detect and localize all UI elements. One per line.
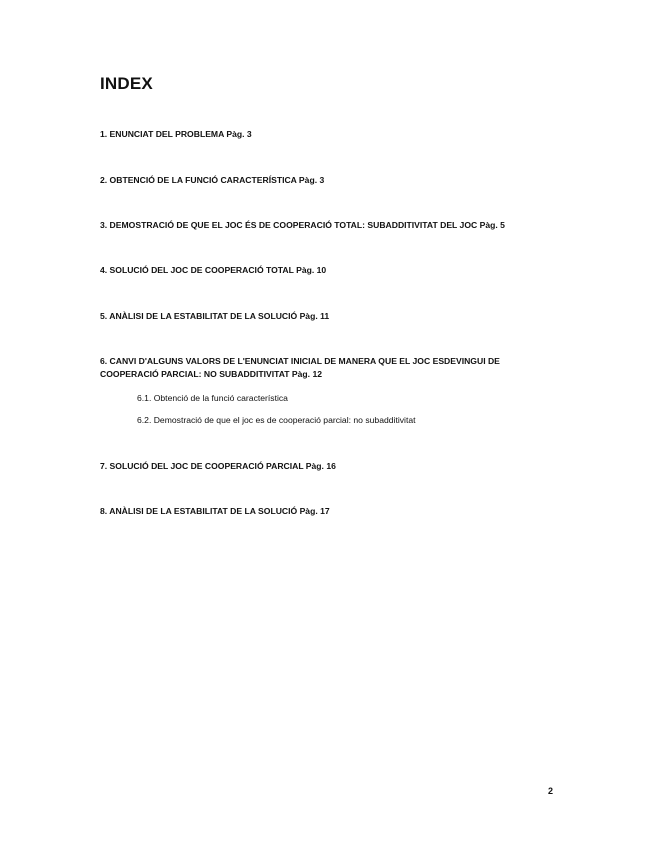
toc-subentry-6-2: 6.2. Demostració de que el joc es de cooperació parcial: no subadditivitat	[137, 415, 416, 425]
toc-entry-1: 1. ENUNCIAT DEL PROBLEMA Pàg. 3	[100, 129, 252, 139]
toc-entry-3: 3. DEMOSTRACIÓ DE QUE EL JOC ÉS DE COOPERACIÓ TOTAL: SUBADDITIVITAT DEL JOC Pàg. 5	[100, 220, 505, 230]
page-number: 2	[548, 786, 554, 796]
toc-entry-7: 7. SOLUCIÓ DEL JOC DE COOPERACIÓ PARCIAL Pàg. 16	[100, 461, 336, 471]
toc-subentry-6-1: 6.1. Obtenció de la funció característica	[137, 393, 288, 403]
page-title: INDEX	[100, 74, 153, 93]
toc-entry-5: 5. ANÀLISI DE LA ESTABILITAT DE LA SOLUCIÓ Pàg. 11	[100, 311, 330, 321]
toc-entry-2: 2. OBTENCIÓ DE LA FUNCIÓ CARACTERÍSTICA Pàg. 3	[100, 175, 325, 185]
toc-entry-8: 8. ANÀLISI DE LA ESTABILITAT DE LA SOLUCIÓ Pàg. 17	[100, 506, 330, 516]
toc-entry-6: 6. CANVI D'ALGUNS VALORS DE L'ENUNCIAT INICIAL DE MANERA QUE EL JOC ESDEVINGUI DE COOPERACIÓ PARCIAL: NO SUBADDITIVITAT Pàg. 12	[100, 356, 500, 379]
toc-entry-4: 4. SOLUCIÓ DEL JOC DE COOPERACIÓ TOTAL Pàg. 10	[100, 265, 327, 275]
